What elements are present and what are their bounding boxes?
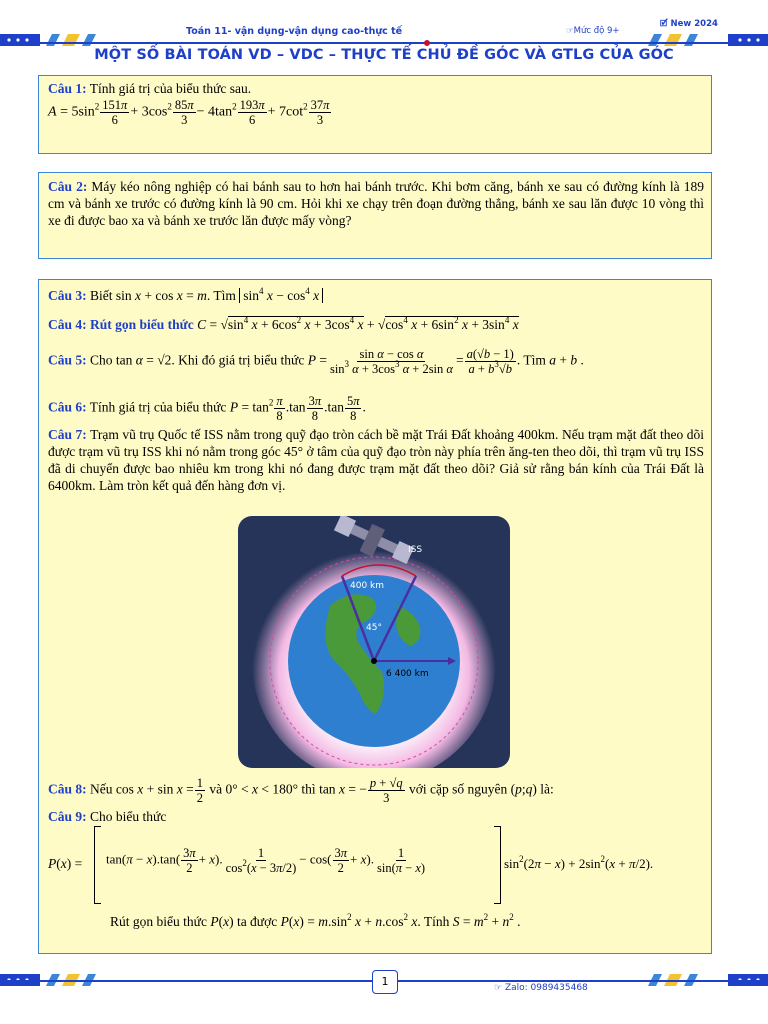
question-1: [48, 80, 251, 97]
question-9-p-label: P(x) =: [48, 856, 83, 871]
question-8-text-e: là:: [540, 781, 554, 797]
footer-contact: ☞ Zalo: 0989435468: [494, 983, 588, 993]
earth-center: [371, 658, 377, 664]
footer-contact-text: Zalo: 0989435468: [504, 983, 588, 993]
question-9-text: Cho biểu thức: [90, 809, 167, 824]
header-dot-icon: [424, 40, 430, 46]
question-6-label: Câu 6:: [48, 399, 87, 415]
question-9-formula-tail: $\sin^2(2\pi - x) + 2\sin^2(x + \pi/2)$.: [504, 854, 654, 871]
question-9-text-d: . Tính: [417, 914, 450, 929]
question-4: Câu 4: Rút gọn biểu thức $C = √\sin^4$ $x + 6\cos^2$ $x + 3\cos^4$ $x + √\cos^4$ $x + 6\sin^2$ $x + 3\sin^4$ x: [48, 315, 519, 332]
header-level: ☞Mức độ 9+: [566, 26, 620, 36]
question-1-formula: $A = 5\sin^2$ $\frac{151\pi}{6}$ + $3\cos^2$ $\frac{85\pi}{3}$ − $4\tan^2$ $\frac{193\pi}{6}$ + $7\cot^2$ $\frac{37\pi}{3}$: [48, 98, 330, 127]
angle-label: 45°: [366, 623, 382, 633]
question-9: [48, 808, 166, 825]
page-number: 1: [372, 970, 398, 994]
question-3-label: Câu 3:: [48, 288, 87, 303]
question-7-label: Câu 7:: [48, 427, 87, 442]
question-8-text-b: và: [209, 781, 223, 797]
question-8-label: Câu 8:: [48, 781, 87, 797]
header-year: 🗹 New 2024: [660, 19, 718, 29]
page-header: [0, 19, 768, 48]
question-9-text-b: Rút gọn biểu thức: [110, 914, 207, 929]
iss-orbit-figure: [238, 516, 510, 768]
question-9-text-c: ta được: [236, 914, 278, 929]
header-rule: [0, 42, 768, 44]
question-2: [48, 178, 704, 229]
header-stripes-left: [0, 34, 120, 46]
question-7: [48, 426, 704, 494]
question-3-text-a: Biết: [90, 288, 113, 303]
radius-label: 6 400 km: [386, 669, 429, 679]
right-bracket: [494, 826, 501, 904]
question-9-formula: tan(π − x).tan( $\frac{3\pi}{2}$ + x). $\frac{1}{\cos^2(x - 3\pi/2)}$ − cos( $\frac{3\pi}{2}$ + x). $\frac{1}{\sin(\pi - x)}$: [106, 846, 426, 875]
question-8-text-c: thì: [301, 781, 316, 797]
orbit-height-label: 400 km: [350, 581, 385, 591]
page-title: MỘT SỐ BÀI TOÁN VD – VDC – THỰC TẾ CHỦ ĐỀ GÓC VÀ GTLG CỦA GÓC: [94, 47, 674, 63]
left-bracket: [94, 826, 101, 904]
question-5-text-c: . Tìm: [516, 352, 546, 368]
question-3-text-b: . Tìm: [206, 288, 236, 303]
question-5-label: Câu 5:: [48, 352, 87, 368]
header-year-text: New 2024: [670, 19, 718, 29]
question-9-sub: Rút gọn biểu thức P(x) ta được $P(x) = m.\sin^2$ $x + n.\cos^2$ x. Tính $S = m^2 + n^2$ .: [110, 912, 521, 929]
question-8-text-d: với cặp số nguyên: [408, 781, 508, 797]
question-6-text: Tính giá trị của biểu thức: [89, 399, 227, 415]
question-8: Câu 8: Nếu cos x + sin x = $\frac{1}{2}$ và 0° < x < 180° thì tan x = − $\frac{p + √q}{3}$ với cặp số nguyên (p;q) là:: [48, 776, 554, 805]
header-title: Toán 11- vận dụng-vận dụng cao-thực tế: [186, 26, 403, 37]
iss-label: ISS: [408, 545, 423, 555]
question-4-label: Câu 4: Rút gọn biểu thức: [48, 317, 194, 332]
question-1-label: Câu 1:: [48, 81, 87, 96]
question-5-text-a: Cho: [90, 352, 113, 368]
header-stripes-right: [648, 34, 768, 46]
question-5: Câu 5: Cho tan α = √2. Khi đó giá trị biểu thức P = $\frac{\text{sin α − cos α}}{\sin^3 \alpha + 3\cos^3 \alpha + 2\sin \alpha}$ = $\frac{a(√b - 1)}{a + b^3√b}$ . Tìm a + b .: [48, 347, 584, 376]
question-1-text: Tính giá trị của biểu thức sau.: [89, 81, 252, 96]
question-2-label: Câu 2:: [48, 179, 88, 194]
question-5-text-b: . Khi đó giá trị biểu thức: [171, 352, 305, 368]
question-2-text: Máy kéo nông nghiệp có hai bánh sau to hơn hai bánh trước. Khi bơm căng, bánh xe sau có đường kính là 189 cm và bánh xe trước có đường kính là 90 cm. Hỏi khi xe chạy trên đoạn đường thẳng, bánh xe sau lăn được 10 vòng thì xe đi được bao xa và bánh xe trước lăn được mấy vòng?: [48, 179, 704, 228]
question-3: Câu 3: Biết sin x + cos x = m. Tìm $\sin^4 x - \cos^4 x$: [48, 287, 323, 304]
header-level-text: Mức độ 9+: [573, 26, 620, 36]
question-6: Câu 6: Tính giá trị của biểu thức $P = \tan^2$ $\frac{\pi}{8}$ .tan $\frac{3\pi}{8}$ .tan $\frac{5\pi}{8}$ .: [48, 394, 366, 423]
question-8-text-a: Nếu: [90, 781, 113, 797]
question-9-label: Câu 9:: [48, 809, 87, 824]
question-7-text: Trạm vũ trụ Quốc tế ISS nằm trong quỹ đạo tròn cách bề mặt Trái Đất khoảng 400km. Nếu trạm mặt đất theo dõi được trạm vũ trụ ISS khi nó nằm trong góc 45° ở tâm của quỹ đạo tròn này phía trên ăng-ten theo dõi, thì trạm vũ trụ ISS đã di chuyển được bao nhiêu km trong khi nó đang được trạm mặt đất theo dõi? Giả sử rằng bán kính của Trái Đất là 6400km. Làm tròn kết quả đến hàng đơn vị.: [48, 427, 704, 493]
